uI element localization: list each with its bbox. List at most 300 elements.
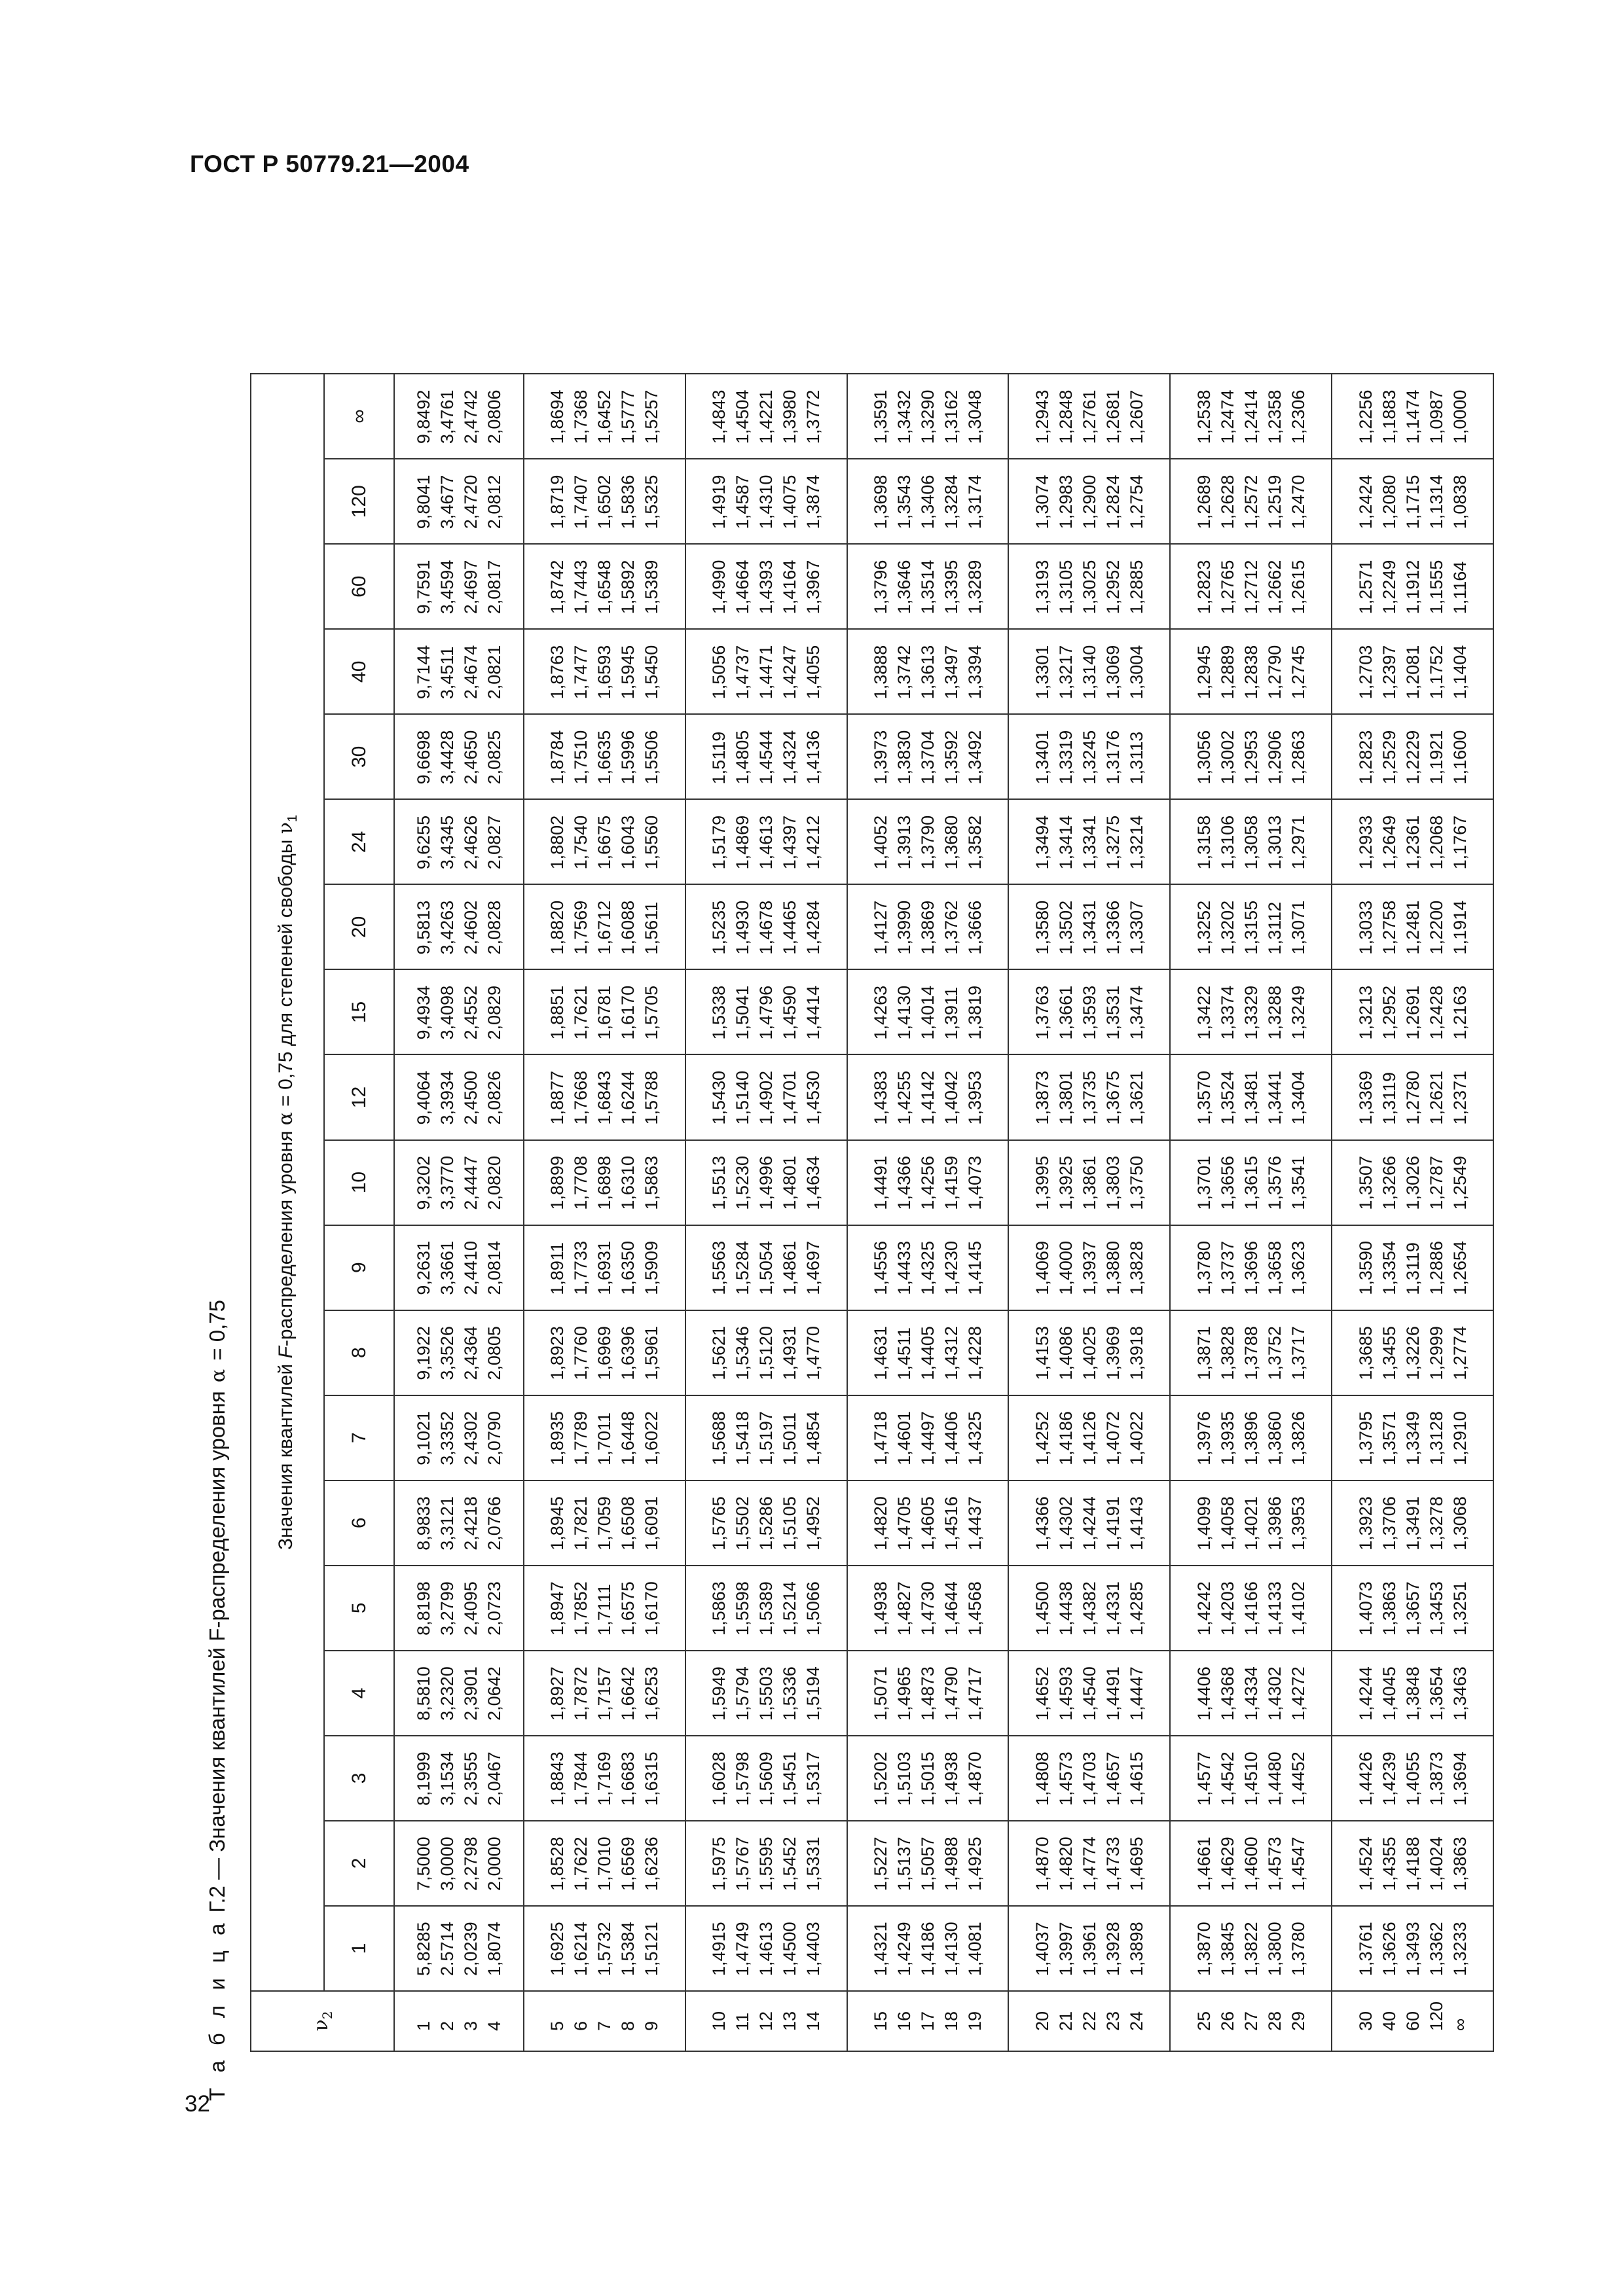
quantile-value: 1,7510 xyxy=(571,730,591,785)
quantile-value: 1,4861 xyxy=(780,1241,800,1295)
quantile-value: 1,2529 xyxy=(1379,730,1399,785)
quantile-value: 1,5140 xyxy=(733,1070,753,1125)
quantile-value: 1,4284 xyxy=(803,900,824,955)
quantile-value: 1,4355 xyxy=(1379,1837,1399,1891)
quantile-value: 1,3491 xyxy=(1402,1496,1423,1551)
quantile-value: 1,3911 xyxy=(941,986,962,1040)
quantile-value: 9,7144 xyxy=(414,645,433,700)
quantile-value: 2,0642 xyxy=(484,1666,504,1721)
value-cell xyxy=(394,1310,524,1395)
quantile-value: 3,3526 xyxy=(437,1326,457,1380)
quantile-value: 1,2163 xyxy=(1450,985,1470,1040)
value-cell xyxy=(1008,629,1170,714)
nu2-value: 3 xyxy=(461,2020,481,2031)
quantile-value: 1,3593 xyxy=(1079,985,1099,1040)
quantile-value: 2,4095 xyxy=(461,1581,481,1636)
quantile-value: 1,3828 xyxy=(1217,1326,1237,1380)
quantile-value: 1,8694 xyxy=(547,389,568,444)
value-cell xyxy=(1170,1395,1332,1480)
quantile-value: 1,3675 xyxy=(1103,1070,1123,1125)
quantile-value: 1,4516 xyxy=(941,1496,962,1551)
value-cell xyxy=(685,374,847,459)
quantile-value: 1,4547 xyxy=(1288,1837,1308,1891)
quantile-value: 1,4854 xyxy=(803,1411,824,1465)
quantile-value: 1,4239 xyxy=(1379,1751,1399,1806)
quantile-value: 1,6350 xyxy=(618,1241,638,1295)
quantile-value: 1,4263 xyxy=(871,985,891,1040)
quantile-value: 1,3626 xyxy=(1379,1922,1399,1976)
column-header: 3 xyxy=(324,1736,394,1821)
quantile-value: 1,4774 xyxy=(1079,1837,1099,1891)
nu2-value: 23 xyxy=(1103,2011,1123,2031)
quantile-value: 1,7157 xyxy=(594,1666,615,1721)
quantile-value: 1,4870 xyxy=(1032,1837,1052,1891)
quantile-value: 1,5949 xyxy=(709,1666,729,1721)
quantile-value: 1,7821 xyxy=(571,1496,591,1551)
quantile-value: 1,3848 xyxy=(1402,1666,1423,1721)
quantile-value: 1,7760 xyxy=(571,1326,591,1380)
quantile-value: 3,4594 xyxy=(437,560,457,615)
value-cell xyxy=(685,1140,847,1225)
nu2-value: 27 xyxy=(1241,2011,1261,2031)
table-caption xyxy=(194,236,240,2101)
quantile-value: 1,6315 xyxy=(642,1751,662,1806)
value-cell xyxy=(847,544,1009,629)
value-cell xyxy=(847,1225,1009,1310)
quantile-value: 1,6683 xyxy=(618,1751,638,1806)
quantile-value: 1,4126 xyxy=(1079,1411,1099,1465)
quantile-value: 1,6969 xyxy=(594,1326,615,1380)
value-cell xyxy=(685,1736,847,1821)
quantile-value: 1,3761 xyxy=(1355,1922,1376,1976)
quantile-value: 1,2848 xyxy=(1055,389,1076,444)
value-cell xyxy=(1170,1310,1332,1395)
span-title: Значения квантилей F-распределения уровня α = 0,75 для степеней свободы $\nu_1$ xyxy=(251,374,324,1991)
quantile-value: 1,3591 xyxy=(871,389,891,444)
quantile-value: 1,4925 xyxy=(965,1837,985,1891)
quantile-value: 1,4644 xyxy=(941,1581,962,1636)
quantile-value: 1,4593 xyxy=(1055,1666,1076,1721)
value-cell xyxy=(1008,884,1170,969)
value-cell xyxy=(1008,1310,1170,1395)
quantile-value: 9,4934 xyxy=(414,985,433,1040)
quantile-value: 1,4406 xyxy=(941,1411,962,1465)
quantile-value: 2,4602 xyxy=(461,900,481,955)
quantile-value: 1,4497 xyxy=(918,1411,938,1465)
quantile-value: 1,6448 xyxy=(618,1411,638,1465)
quantile-value: 1,3329 xyxy=(1241,985,1261,1040)
quantile-value: 1,3481 xyxy=(1241,1070,1261,1125)
nu2-value: 28 xyxy=(1264,2011,1285,2031)
quantile-value: 1,3582 xyxy=(965,815,985,870)
quantile-value: 1,2229 xyxy=(1402,730,1423,785)
quantile-value: 2,0806 xyxy=(484,389,504,444)
value-cell xyxy=(524,1651,685,1736)
caption-prefix: Т а б л и ц а xyxy=(205,1918,229,2101)
quantile-value: 1,5325 xyxy=(642,475,662,529)
value-cell xyxy=(1170,799,1332,884)
quantile-value: 1,3801 xyxy=(1055,1070,1076,1125)
quantile-value: 2,0825 xyxy=(484,730,504,785)
quantile-value: 1,3935 xyxy=(1217,1411,1237,1465)
quantile-value: 1,3058 xyxy=(1241,815,1261,870)
quantile-value: 1,2945 xyxy=(1194,645,1214,700)
quantile-value: 1,2068 xyxy=(1426,815,1446,870)
quantile-value: 1,4664 xyxy=(733,560,753,615)
value-cell xyxy=(1332,884,1493,969)
quantile-value: 1,6675 xyxy=(594,815,615,870)
quantile-value: 1,4014 xyxy=(918,985,938,1040)
quantile-value: 1,4086 xyxy=(1055,1326,1076,1380)
quantile-value: 1,4302 xyxy=(1264,1666,1285,1721)
quantile-value: 1,5788 xyxy=(642,1070,662,1125)
quantile-value: 1,3374 xyxy=(1217,985,1237,1040)
quantile-value: 1,6022 xyxy=(642,1411,662,1465)
quantile-value: 1,3401 xyxy=(1032,730,1052,785)
quantile-value: 1,5560 xyxy=(642,815,662,870)
quantile-value: 1,5286 xyxy=(756,1496,776,1551)
quantile-value: 1,3869 xyxy=(918,900,938,955)
quantile-value: 7,5000 xyxy=(414,1837,433,1891)
quantile-value: 1,4312 xyxy=(941,1326,962,1380)
quantile-value: 1,4382 xyxy=(1079,1581,1099,1636)
quantile-value: 1,3701 xyxy=(1194,1155,1214,1210)
quantile-value: 1,3657 xyxy=(1402,1581,1423,1636)
quantile-value: 1,5103 xyxy=(894,1751,915,1806)
quantile-value: 1,4965 xyxy=(894,1666,915,1721)
quantile-value: 2,0790 xyxy=(484,1411,504,1465)
quantile-value: 1,3860 xyxy=(1264,1411,1285,1465)
value-cell xyxy=(1332,1225,1493,1310)
nu2-value: 24 xyxy=(1126,2011,1146,2031)
quantile-value: 1,3928 xyxy=(1103,1922,1123,1976)
quantile-value: 1,3763 xyxy=(1032,985,1052,1040)
quantile-value: 1,7011 xyxy=(594,1412,615,1465)
column-header: 6 xyxy=(324,1480,394,1566)
quantile-value: 1,8784 xyxy=(547,730,568,785)
quantile-value: 1,3918 xyxy=(1126,1326,1146,1380)
value-cell xyxy=(847,459,1009,544)
quantile-value: 3,3352 xyxy=(437,1411,457,1465)
quantile-value: 1,6508 xyxy=(618,1496,638,1551)
column-header: 7 xyxy=(324,1395,394,1480)
document-header: ГОСТ Р 50779.21—2004 xyxy=(190,151,469,177)
quantile-value: 1,4073 xyxy=(965,1155,985,1210)
quantile-value: 1,3266 xyxy=(1379,1155,1399,1210)
value-cell xyxy=(394,1821,524,1906)
quantile-value: 9,4064 xyxy=(414,1070,433,1125)
quantile-value: 1,4130 xyxy=(894,985,915,1040)
quantile-value: 1,6642 xyxy=(618,1666,638,1721)
quantile-value: 1,2863 xyxy=(1288,730,1308,785)
quantile-value: 1,4228 xyxy=(965,1326,985,1380)
quantile-value: 8,9833 xyxy=(414,1496,433,1551)
quantile-value: 1,4573 xyxy=(1264,1837,1285,1891)
quantile-value: 3,1534 xyxy=(437,1751,457,1806)
quantile-value: 1,3288 xyxy=(1264,985,1285,1040)
quantile-value: 1,5621 xyxy=(709,1326,729,1380)
value-cell xyxy=(1332,969,1493,1054)
quantile-value: 1,3113 xyxy=(1126,731,1146,785)
quantile-value: 1,3896 xyxy=(1241,1411,1261,1465)
quantile-value: 1,4331 xyxy=(1103,1581,1123,1636)
quantile-value: 1,3354 xyxy=(1379,1241,1399,1295)
quantile-value: 1,5056 xyxy=(709,645,729,700)
quantile-value: 3,4677 xyxy=(437,475,457,529)
quantile-value: 1,4695 xyxy=(1126,1837,1146,1891)
value-cell xyxy=(524,629,685,714)
quantile-value: 1,4366 xyxy=(1032,1496,1052,1551)
quantile-value: 1,5389 xyxy=(642,560,662,615)
quantile-value: 1,4661 xyxy=(1194,1837,1214,1891)
quantile-value: 1,2838 xyxy=(1241,645,1261,700)
quantile-value: 1,4808 xyxy=(1032,1751,1052,1806)
quantile-value: 1,5346 xyxy=(733,1326,753,1380)
value-cell xyxy=(1170,544,1332,629)
nu2-value: 22 xyxy=(1079,2011,1099,2031)
quantile-value: 1,3873 xyxy=(1032,1070,1052,1125)
value-cell xyxy=(1170,1140,1332,1225)
quantile-value: 1,4480 xyxy=(1264,1751,1285,1806)
quantile-value: 2,0814 xyxy=(484,1241,504,1295)
quantile-value: 1,4613 xyxy=(756,815,776,870)
quantile-value: 1,5331 xyxy=(803,1837,824,1891)
quantile-value: 1,7111 xyxy=(594,1584,615,1636)
value-cell xyxy=(1170,1651,1332,1736)
page-number: 32 xyxy=(185,2091,210,2117)
quantile-value: 3,0000 xyxy=(437,1837,457,1891)
quantile-value: 1,3541 xyxy=(1288,1155,1308,1210)
quantile-value: 1,3953 xyxy=(965,1070,985,1125)
quantile-value: 1,4191 xyxy=(1103,1496,1123,1551)
quantile-value: 1,5794 xyxy=(733,1666,753,1721)
value-cell xyxy=(685,544,847,629)
quantile-value: 1,2885 xyxy=(1126,560,1146,615)
quantile-value: 1,3176 xyxy=(1103,730,1123,785)
quantile-value: 1,4397 xyxy=(780,815,800,870)
value-cell xyxy=(1332,374,1493,459)
quantile-value: 1,4820 xyxy=(1055,1837,1076,1891)
quantile-value: 1,2358 xyxy=(1264,389,1285,444)
quantile-value: 1,4931 xyxy=(780,1326,800,1380)
quantile-value: 1,4426 xyxy=(1355,1751,1376,1806)
quantile-value: 1,3492 xyxy=(965,730,985,785)
quantile-value: 1,1914 xyxy=(1450,900,1470,955)
quantile-value: 1,4325 xyxy=(918,1241,938,1295)
value-cell xyxy=(1008,1054,1170,1139)
quantile-value: 1,3646 xyxy=(894,560,915,615)
value-cell xyxy=(394,1906,524,1991)
nu2-value: 2 xyxy=(437,2020,457,2031)
quantile-value: 1,7569 xyxy=(571,900,591,955)
quantile-value: 1,2621 xyxy=(1426,1070,1446,1125)
quantile-value: 1,4073 xyxy=(1355,1581,1376,1636)
quantile-value: 1,3790 xyxy=(918,815,938,870)
quantile-value: 1,4334 xyxy=(1241,1666,1261,1721)
quantile-value: 1,5418 xyxy=(733,1411,753,1465)
value-cell xyxy=(1170,1821,1332,1906)
quantile-value: 1,3735 xyxy=(1079,1070,1099,1125)
quantile-value: 1,1555 xyxy=(1426,560,1446,615)
quantile-value: 1,3004 xyxy=(1126,645,1146,700)
quantile-value: 1,3986 xyxy=(1264,1496,1285,1551)
quantile-value: 1,4530 xyxy=(803,1070,824,1125)
quantile-value: 1,7477 xyxy=(571,645,591,700)
value-cell xyxy=(847,629,1009,714)
column-header: 9 xyxy=(324,1225,394,1310)
quantile-value: 1,3404 xyxy=(1288,1070,1308,1125)
value-cell xyxy=(524,1395,685,1480)
quantile-value: 1,4631 xyxy=(871,1326,891,1380)
quantile-value: 1,4244 xyxy=(1355,1666,1376,1721)
quantile-value: 1,4310 xyxy=(756,475,776,529)
quantile-value: 1,2414 xyxy=(1241,389,1261,444)
value-cell xyxy=(394,1225,524,1310)
quantile-value: 1,4186 xyxy=(1055,1411,1076,1465)
quantile-value: 1,2906 xyxy=(1264,730,1285,785)
value-cell xyxy=(1170,1566,1332,1651)
quantile-value: 1,4988 xyxy=(941,1837,962,1891)
quantile-value: 1,2774 xyxy=(1450,1326,1470,1380)
quantile-value: 1,2654 xyxy=(1450,1241,1470,1295)
quantile-value: 1,3737 xyxy=(1217,1241,1237,1295)
quantile-value: 1,2886 xyxy=(1426,1241,1446,1295)
quantile-value: 1,2081 xyxy=(1402,645,1423,700)
quantile-value: 1,2080 xyxy=(1379,475,1399,529)
row-group xyxy=(1170,374,1332,2051)
value-cell xyxy=(1008,1821,1170,1906)
quantile-value: 1,8763 xyxy=(547,645,568,700)
quantile-value: 1,3366 xyxy=(1103,900,1123,955)
value-cell xyxy=(1332,1906,1493,1991)
quantile-value: 1,4491 xyxy=(1103,1666,1123,1721)
quantile-value: 1,2952 xyxy=(1379,985,1399,1040)
value-cell xyxy=(1008,1395,1170,1480)
quantile-value: 2,4302 xyxy=(461,1411,481,1465)
quantile-value: 8,8198 xyxy=(414,1581,433,1636)
quantile-value: 1,1474 xyxy=(1402,389,1423,444)
quantile-value: 1,4130 xyxy=(941,1922,962,1976)
value-cell xyxy=(524,1140,685,1225)
quantile-value: 1,6593 xyxy=(594,645,615,700)
quantile-value: 1,4256 xyxy=(918,1155,938,1210)
quantile-value: 1,4025 xyxy=(1079,1326,1099,1380)
quantile-value: 1,6575 xyxy=(618,1581,638,1636)
quantile-value: 2,4674 xyxy=(461,645,481,700)
quantile-value: 3,3934 xyxy=(437,1070,457,1125)
quantile-value: 1,4915 xyxy=(709,1922,729,1976)
quantile-value: 1,3128 xyxy=(1426,1411,1446,1465)
quantile-value: 1,3580 xyxy=(1032,900,1052,955)
quantile-value: 1,3048 xyxy=(965,389,985,444)
quantile-value: 1,5452 xyxy=(780,1837,800,1891)
quantile-value: 1,2371 xyxy=(1450,1070,1470,1125)
value-cell xyxy=(524,969,685,1054)
quantile-value: 1,4540 xyxy=(1079,1666,1099,1721)
quantile-value: 1,3069 xyxy=(1103,645,1123,700)
quantile-value: 1,4600 xyxy=(1241,1837,1261,1891)
quantile-value: 1,4805 xyxy=(733,730,753,785)
value-cell xyxy=(1170,374,1332,459)
quantile-value: 1,3880 xyxy=(1103,1241,1123,1295)
quantile-value: 1,4705 xyxy=(894,1496,915,1551)
quantile-value: 1,2428 xyxy=(1426,985,1446,1040)
quantile-value: 1,3002 xyxy=(1217,730,1237,785)
quantile-value: 1,4136 xyxy=(803,730,824,785)
quantile-value: 1,3661 xyxy=(1055,985,1076,1040)
quantile-value: 1,5975 xyxy=(709,1837,729,1891)
quantile-value: 1,4568 xyxy=(965,1581,985,1636)
quantile-value: 9,7591 xyxy=(414,560,433,615)
quantile-value: 1,3226 xyxy=(1402,1326,1423,1380)
quantile-value: 1,3193 xyxy=(1032,560,1052,615)
quantile-value: 1,3514 xyxy=(918,560,938,615)
quantile-value: 3,3661 xyxy=(437,1241,457,1295)
quantile-value: 1,3795 xyxy=(1355,1411,1376,1465)
quantile-value: 1,4255 xyxy=(894,1070,915,1125)
quantile-value: 1,4145 xyxy=(965,1241,985,1295)
quantile-value: 1,3013 xyxy=(1264,815,1285,870)
quantile-value: 2,4720 xyxy=(461,475,481,529)
quantile-value: 3,3121 xyxy=(437,1496,457,1551)
column-header: 10 xyxy=(324,1140,394,1225)
nu2-value: 60 xyxy=(1402,2011,1423,2031)
quantile-value: 1,4247 xyxy=(780,645,800,700)
quantile-value: 1,4203 xyxy=(1217,1581,1237,1636)
quantile-value: 1,4843 xyxy=(709,389,729,444)
quantile-value: 2,3901 xyxy=(461,1666,481,1721)
quantile-value: 9,1922 xyxy=(414,1326,433,1380)
quantile-value: 1,4438 xyxy=(1055,1581,1076,1636)
value-cell xyxy=(394,799,524,884)
quantile-value: 1,8843 xyxy=(547,1751,568,1806)
value-cell xyxy=(685,1480,847,1566)
quantile-value: 1,7733 xyxy=(571,1241,591,1295)
quantile-value: 3,4511 xyxy=(437,646,457,700)
quantile-value: 1,5194 xyxy=(803,1666,824,1721)
quantile-value: 1,5227 xyxy=(871,1837,891,1891)
quantile-value: 1,6635 xyxy=(594,730,615,785)
quantile-value: 1,2681 xyxy=(1103,389,1123,444)
quantile-value: 1,3752 xyxy=(1264,1326,1285,1380)
quantile-value: 1,4524 xyxy=(1355,1837,1376,1891)
quantile-value: 1,7872 xyxy=(571,1666,591,1721)
quantile-value: 1,5450 xyxy=(642,645,662,700)
quantile-value: 1,3658 xyxy=(1264,1241,1285,1295)
quantile-value: 1,3349 xyxy=(1402,1411,1423,1465)
value-cell xyxy=(394,1140,524,1225)
quantile-value: 1,4252 xyxy=(1032,1411,1052,1465)
quantile-value: 1,3696 xyxy=(1241,1241,1261,1295)
quantile-value: 9,1021 xyxy=(414,1411,433,1465)
value-cell xyxy=(685,714,847,799)
column-header: 24 xyxy=(324,799,394,884)
value-cell xyxy=(1008,1225,1170,1310)
quantile-value: 1,4790 xyxy=(941,1666,962,1721)
quantile-value: 1,3656 xyxy=(1217,1155,1237,1210)
value-cell xyxy=(524,1906,685,1991)
quantile-value: 1,6028 xyxy=(709,1751,729,1806)
value-cell xyxy=(1008,459,1170,544)
quantile-value: 1,3925 xyxy=(1055,1155,1076,1210)
quantile-value: 1,1600 xyxy=(1450,730,1470,785)
quantile-value: 1,3290 xyxy=(918,389,938,444)
quantile-value: 1,5041 xyxy=(733,985,753,1040)
quantile-value: 2,4626 xyxy=(461,815,481,870)
value-cell xyxy=(394,884,524,969)
quantile-value: 1,3275 xyxy=(1103,815,1123,870)
quantile-value: 1,3025 xyxy=(1079,560,1099,615)
